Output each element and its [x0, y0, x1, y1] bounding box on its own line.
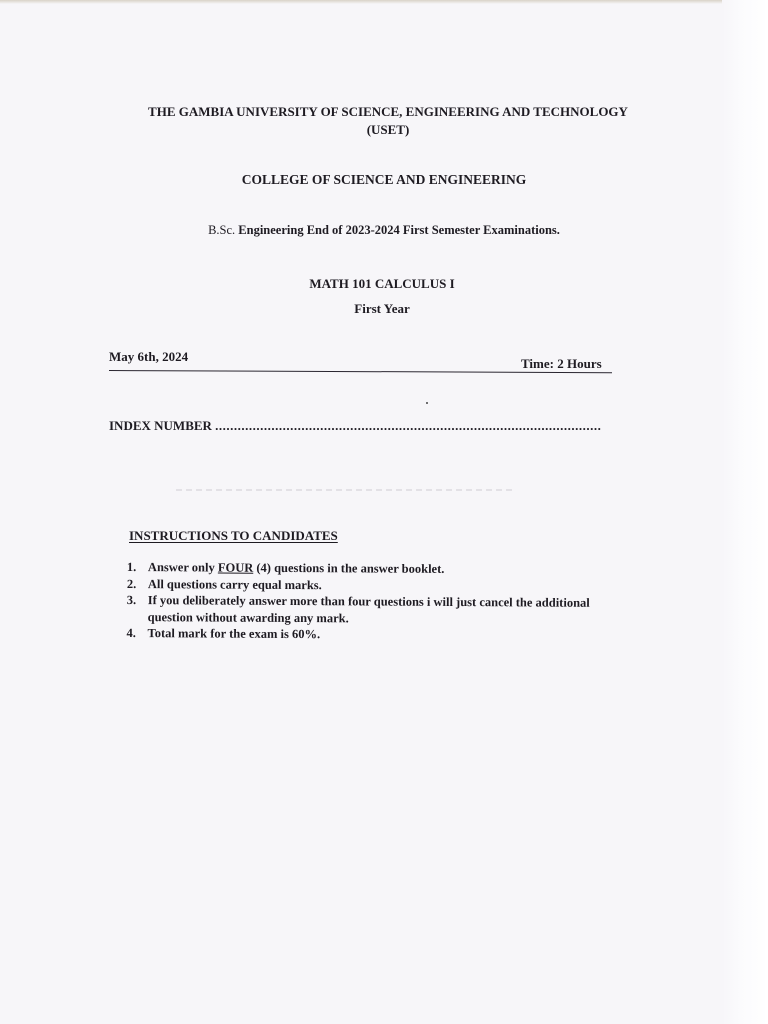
paper-top-edge: [0, 0, 768, 4]
exam-title-text: Engineering End of 2023-2024 First Semester Examinations.: [238, 223, 560, 237]
instruction-number: 3.: [126, 592, 137, 608]
instruction-item: [127, 592, 610, 628]
university-abbreviation: (USET): [366, 122, 410, 137]
instruction-text-end: (4) questions in the answer booklet.: [253, 560, 445, 576]
course-title: MATH 101 CALCULUS I: [309, 276, 455, 291]
exam-date: May 6th, 2024: [109, 349, 189, 364]
scan-speck: [426, 402, 428, 404]
instruction-emphasis: FOUR: [217, 560, 254, 575]
instruction-text-line-1: If you deliberately answer more than four questions i will just cancel the additional: [147, 593, 590, 610]
instructions-heading: INSTRUCTIONS TO CANDIDATES: [129, 528, 338, 543]
instructions-list: [126, 559, 609, 644]
course-year: First Year: [354, 301, 410, 316]
exam-degree: B.Sc.: [208, 223, 236, 237]
instruction-text-start: Answer only: [147, 560, 218, 575]
college-name: COLLEGE OF SCIENCE AND ENGINEERING: [241, 172, 527, 187]
paper-right-margin: [722, 0, 768, 1024]
instruction-number: 1.: [126, 560, 137, 575]
exam-title: [0, 223, 768, 238]
exam-duration: Time: 2 Hours: [521, 356, 602, 371]
index-number-label: INDEX NUMBER: [109, 418, 212, 433]
instruction-number: 2.: [126, 576, 137, 591]
instruction-text: [148, 592, 610, 628]
instruction-text: All questions carry equal marks.: [147, 576, 322, 592]
university-name: THE GAMBIA UNIVERSITY OF SCIENCE, ENGINEERING AND TECHNOLOGY: [148, 104, 628, 119]
instruction-item: [126, 625, 609, 644]
index-number-dotted-line[interactable]: .......................................................................................................: [215, 418, 602, 433]
scan-smudge: [176, 489, 516, 491]
instruction-text-line-2: question without awarding any mark.: [147, 609, 349, 625]
index-number-field[interactable]: [109, 418, 601, 434]
instruction-number: 4.: [126, 625, 136, 641]
instruction-text: Total mark for the exam is 60%.: [147, 626, 321, 642]
